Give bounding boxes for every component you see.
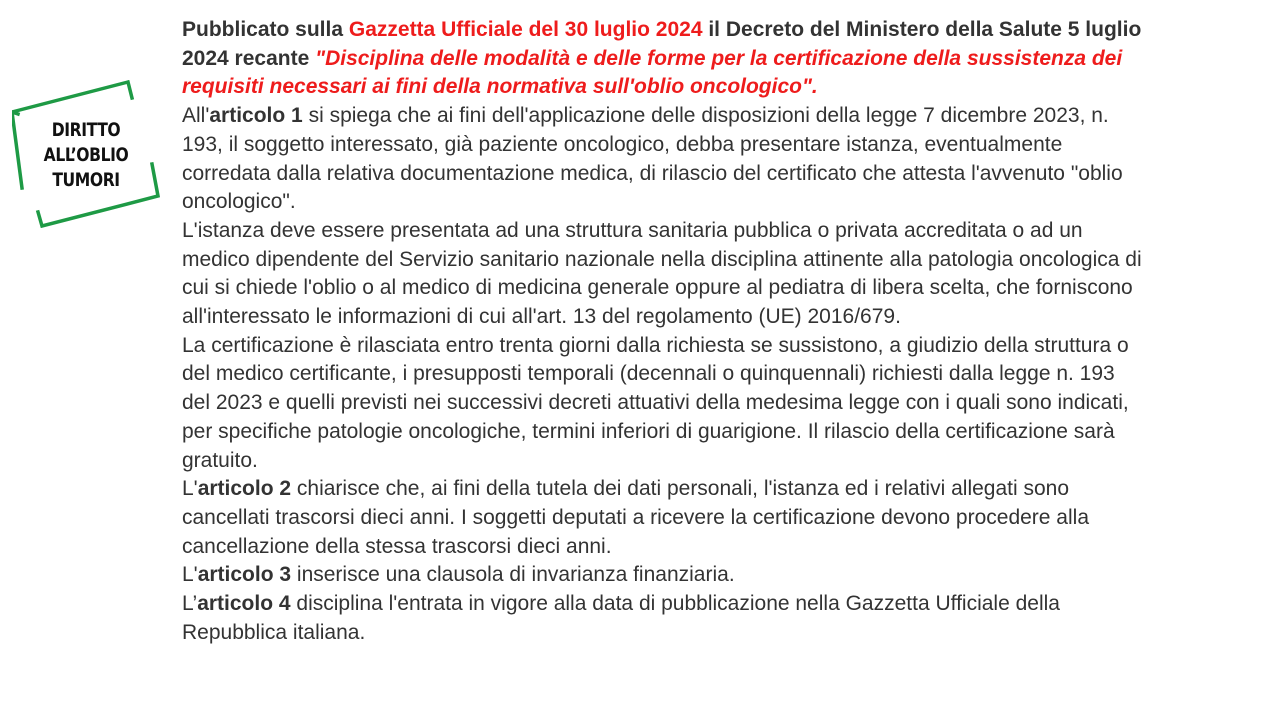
certificazione-paragraph: La certificazione è rilasciata entro trenta giorni dalla richiesta se sussistono, a giudizio della struttura o del medico certificante, i presupposti temporali (decennali o quinquennali) richiesti dalla legge n. 193 del 2023 e quelli previsti nei successivi decreti attuativi della medesima legge con i quali sono indicati, per specifiche patologie oncologiche, termini inferiori di guarigione. Il rilascio della certificazione sarà gratuito. — [182, 333, 1129, 472]
article-3-label: articolo 3 — [197, 563, 292, 587]
gazzetta-reference: Gazzetta Ufficiale del 30 luglio 2024 — [348, 18, 703, 41]
article-1-text: si spiega che ai fini dell'applicazione delle disposizioni della legge 7 dicembre 2023, n. 193, il soggetto interessato, già paziente oncologico, debba presentare istanza, eventualmente corredata dalla relativa documentazione medica, di rilascio del certificato che attesta l'avvenuto "oblio oncologico". — [182, 104, 1123, 214]
document-body — [182, 16, 1142, 647]
istanza-paragraph: L'istanza deve essere presentata ad una struttura sanitaria pubblica o privata accreditata o ad un medico dipendente del Servizio sanitario nazionale nella disciplina attinente alla patologia oncologica di cui si chiede l'oblio o al medico di medicina generale oppure al pediatra di libera scelta, che forniscono all'interessato le informazioni di cui all'art. 13 del regolamento (UE) 2016/679. — [182, 218, 1142, 329]
logo-text — [25, 118, 146, 193]
article-2-paragraph — [182, 475, 1142, 561]
logo-line-2: ALL’OBLIO — [43, 144, 129, 166]
logo-line-3: TUMORI — [52, 169, 120, 191]
article-1-prefix: All' — [182, 104, 210, 128]
logo-line-1: DIRITTO — [51, 119, 121, 141]
article-2-label: articolo 2 — [197, 477, 292, 501]
article-3-text: inserisce una clausola di invarianza finanziaria. — [291, 563, 735, 587]
article-4-label: articolo 4 — [197, 592, 291, 616]
article-3-prefix: L' — [182, 563, 198, 587]
article-4-paragraph — [182, 590, 1142, 647]
intro-paragraph — [182, 16, 1142, 102]
article-4-text: disciplina l'entrata in vigore alla data di pubblicazione nella Gazzetta Ufficiale della Repubblica italiana. — [182, 592, 1060, 644]
intro-text-2: il Decreto del Ministero della Salute 5 luglio 2024 recante — [182, 18, 1142, 70]
article-3-paragraph — [182, 561, 1142, 590]
article-1-label: articolo 1 — [209, 104, 303, 128]
diritto-oblio-logo — [12, 80, 160, 228]
article-1-paragraph — [182, 102, 1142, 217]
intro-text-1: Pubblicato sulla — [182, 18, 349, 41]
article-4-prefix: L’ — [182, 592, 198, 616]
decree-title: "Disciplina delle modalità e delle forme per la certificazione della sussistenza dei requisiti necessari ai fini della normativa sull'oblio oncologico". — [182, 46, 1123, 99]
article-2-prefix: L' — [182, 477, 198, 501]
article-2-text: chiarisce che, ai fini della tutela dei dati personali, l'istanza ed i relativi allegati sono cancellati trascorsi dieci anni. I soggetti deputati a ricevere la certificazione devono procedere alla cancellazione della stessa trascorsi dieci anni. — [182, 477, 1089, 558]
